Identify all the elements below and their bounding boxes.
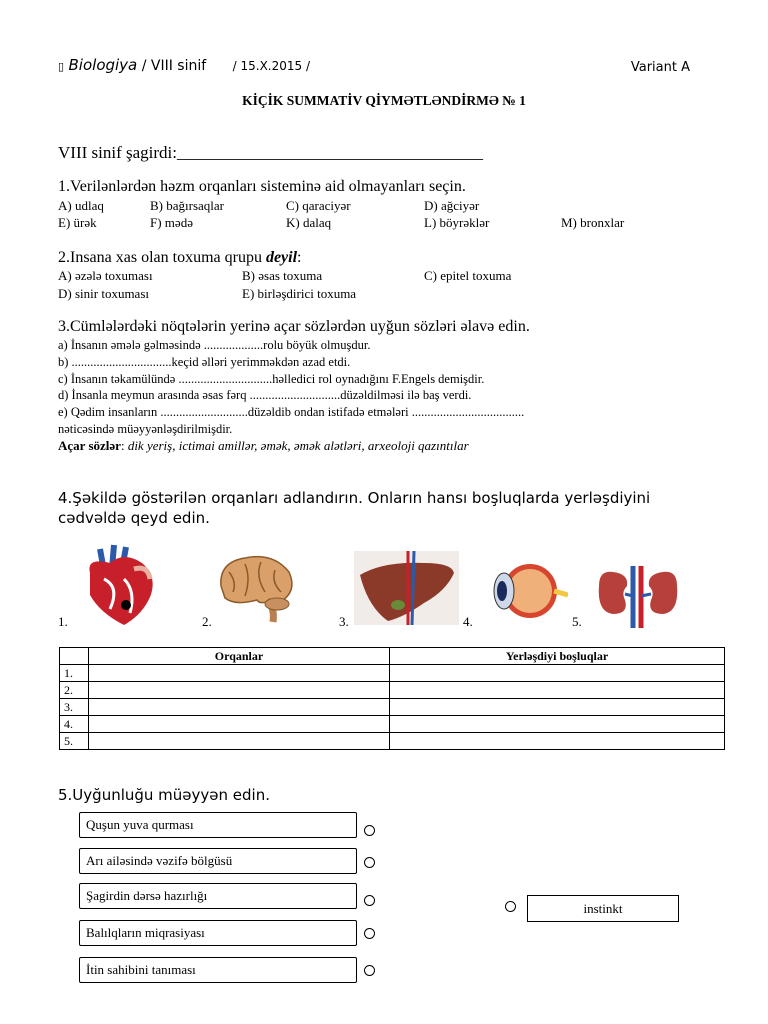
table-row xyxy=(60,665,725,682)
image-label: 2. xyxy=(202,614,212,629)
q1-option: A) udlaq xyxy=(58,198,104,213)
table-row xyxy=(60,733,725,750)
organ-cell[interactable] xyxy=(89,733,390,750)
match-item[interactable]: Balılqların miqrasiyası xyxy=(79,920,357,946)
table-row xyxy=(60,699,725,716)
q2-emphasis: deyil xyxy=(265,249,298,266)
cavity-cell[interactable] xyxy=(390,733,725,750)
row-number: 3. xyxy=(60,699,89,716)
q3-line: e) Qədim insanların ............................düzəldib ondan istifadə etmələri .................................... xyxy=(58,405,525,419)
organ-cell[interactable] xyxy=(89,682,390,699)
q1-option: F) mədə xyxy=(150,215,193,230)
q1-option: M) bronxlar xyxy=(561,215,625,230)
image-label: 5. xyxy=(572,614,582,629)
header-line xyxy=(58,56,310,74)
cavity-cell[interactable] xyxy=(390,682,725,699)
table-header: Orqanlar xyxy=(89,648,390,665)
cavity-cell[interactable] xyxy=(390,665,725,682)
image-label: 1. xyxy=(58,614,68,629)
q2-option: E) birləşdirici toxuma xyxy=(242,286,357,301)
subject: Biologiya xyxy=(68,56,138,74)
q3-key-words xyxy=(58,438,469,454)
image-label: 4. xyxy=(463,614,473,629)
q1-option: E) ürək xyxy=(58,215,97,230)
match-dot-icon[interactable] xyxy=(364,965,375,976)
match-answer-box[interactable]: instinkt xyxy=(527,895,679,922)
table-row xyxy=(60,682,725,699)
question-5: 5.Uyğunluğu müəyyən edin. xyxy=(58,786,270,804)
question-3: 3.Cümlələrdəki nöqtələrin yerinə açar sözlərdən uyğun sözləri əlavə edin. xyxy=(58,318,530,335)
table-row xyxy=(60,716,725,733)
row-number: 2. xyxy=(60,682,89,699)
q2-option: C) epitel toxuma xyxy=(424,268,512,283)
match-dot-icon[interactable] xyxy=(364,825,375,836)
match-dot-icon[interactable] xyxy=(364,928,375,939)
bullet-icon: ▯ xyxy=(58,60,65,73)
match-dot-icon[interactable] xyxy=(505,901,516,912)
q3-line: a) İnsanın əmələ gəlməsində ...................rolu böyük olmuşdur. xyxy=(58,338,371,352)
grade: VIII sinif xyxy=(150,58,207,74)
organ-cell[interactable] xyxy=(89,716,390,733)
variant-label: Variant A xyxy=(630,60,690,75)
cavity-cell[interactable] xyxy=(390,699,725,716)
key-colon: : xyxy=(120,438,128,453)
match-item[interactable]: Şagirdin dərsə hazırlığı xyxy=(79,883,357,909)
q2-option: D) sinir toxuması xyxy=(58,286,149,301)
image-label: 3. xyxy=(339,614,349,629)
q2-option: B) əsas toxuma xyxy=(242,268,323,283)
q3-line: nəticəsində müəyyənləşdirilmişdir. xyxy=(58,422,233,436)
organ-cell[interactable] xyxy=(89,665,390,682)
cavity-cell[interactable] xyxy=(390,716,725,733)
q1-option: B) bağırsaqlar xyxy=(150,198,225,213)
heart-image xyxy=(80,543,158,627)
brain-image xyxy=(215,552,295,624)
q1-option: D) ağciyər xyxy=(424,198,480,213)
separator: / xyxy=(141,58,147,74)
question-2 xyxy=(58,249,302,267)
q2-text: 2.Insana xas olan toxuma qrupu xyxy=(58,249,266,266)
liver-image xyxy=(354,551,459,625)
question-4: 4.Şəkildə göstərilən orqanları adlandırın. Onların hansı boşluqlarda yerləşdiyini cədvəldə qeyd edin. xyxy=(58,489,651,527)
kidney-image xyxy=(595,566,681,628)
q3-line: b) ................................keçid əlləri yerimməkdən azad etdi. xyxy=(58,355,351,369)
q3-line: c) İnsanın təkamülündə ..............................həlledici rol oynadığını F.Engels demişdir. xyxy=(58,372,485,386)
organ-cell[interactable] xyxy=(89,699,390,716)
date: / 15.X.2015 / xyxy=(232,59,311,73)
table-header: Yerləşdiyi boşluqlar xyxy=(390,648,725,665)
row-number: 5. xyxy=(60,733,89,750)
match-item[interactable]: İtin sahibini tanıması xyxy=(79,957,357,983)
q1-option: K) dalaq xyxy=(286,215,332,230)
q3-line: d) İnsanla meymun arasında əsas fərq .............................düzəldilməsi ilə baş verdi. xyxy=(58,388,472,402)
q1-option: C) qaraciyər xyxy=(286,198,351,213)
q2-colon: : xyxy=(297,249,302,266)
match-dot-icon[interactable] xyxy=(364,857,375,868)
match-dot-icon[interactable] xyxy=(364,895,375,906)
row-number: 4. xyxy=(60,716,89,733)
match-item[interactable]: Arı ailəsində vəzifə bölgüsü xyxy=(79,848,357,874)
organs-table xyxy=(59,647,725,750)
page-title: KİÇİK SUMMATİV QİYMƏTLƏNDİRMƏ № 1 xyxy=(242,93,526,108)
question-1: 1.Verilənlərdən həzm orqanları sisteminə aid olmayanları seçin. xyxy=(58,178,466,195)
q2-option: A) əzələ toxuması xyxy=(58,268,153,283)
table-header xyxy=(60,648,89,665)
q1-option: L) böyrəklər xyxy=(424,215,490,230)
student-name-line[interactable]: VIII sinif şagirdi:____________________________________ xyxy=(58,143,483,162)
row-number: 1. xyxy=(60,665,89,682)
key-list: dik yeriş, ictimai amillər, əmək, əmək alətləri, arxeoloji qazıntılar xyxy=(127,438,469,453)
key-label: Açar sözlər xyxy=(58,438,121,453)
table-header-row xyxy=(60,648,725,665)
match-item[interactable]: Quşun yuva qurması xyxy=(79,812,357,838)
eye-image xyxy=(488,561,568,621)
